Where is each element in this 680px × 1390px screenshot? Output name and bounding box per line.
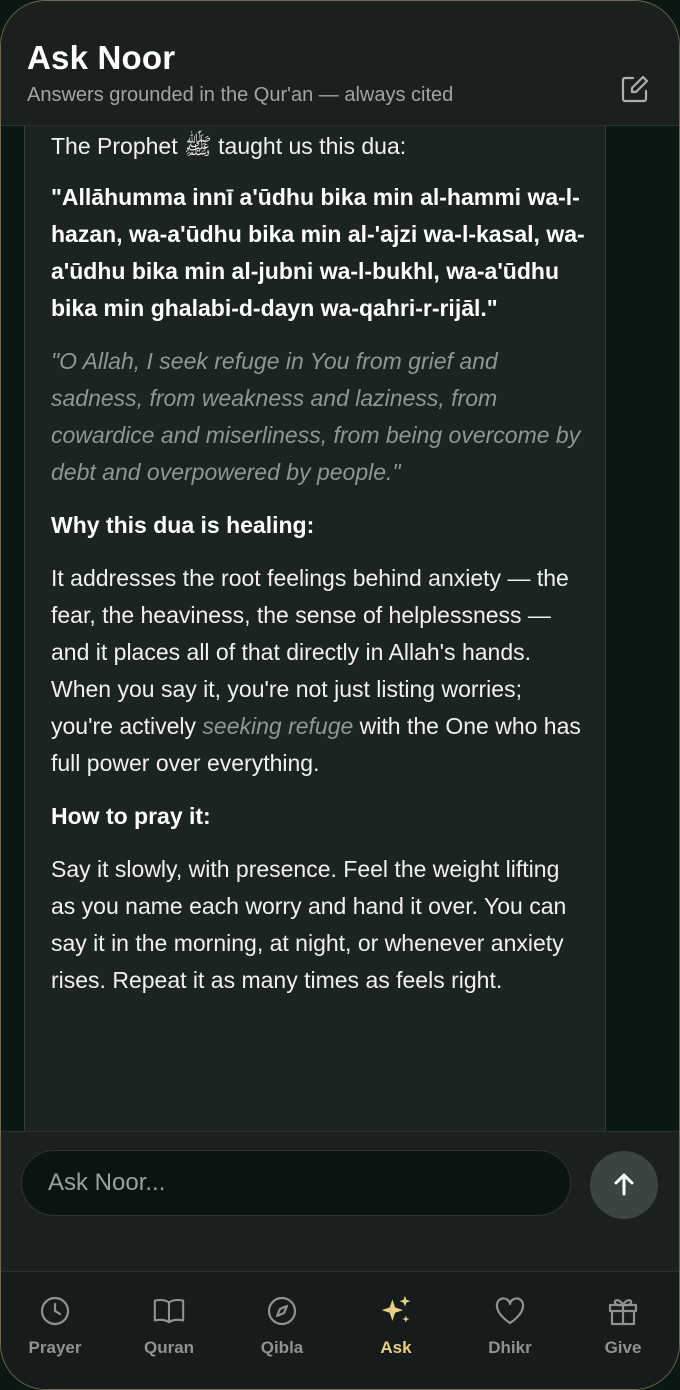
- send-button[interactable]: [590, 1151, 658, 1219]
- tab-label: Prayer: [28, 1338, 82, 1357]
- header: [1, 1, 679, 126]
- tab-label: Qibla: [260, 1338, 304, 1357]
- page-title: Ask Noor: [27, 39, 176, 76]
- paragraph-how-to-pray: Say it slowly, with presence. Feel the weight lifting as you name each worry and hand it over. You can say it in the morning, at night, or whenever anxiety rises. Repeat it as many times as feels right.: [51, 856, 567, 993]
- sparkles-icon: [379, 1294, 413, 1328]
- emphasis-text: seeking refuge: [202, 713, 354, 739]
- tab-bar: [1, 1271, 679, 1390]
- clock-icon: [38, 1294, 72, 1328]
- composer: [1, 1131, 679, 1272]
- tab-ask[interactable]: [346, 1294, 446, 1374]
- page-subtitle: Answers grounded in the Qur'an — always cited: [27, 84, 454, 106]
- arrow-up-icon: [610, 1171, 638, 1199]
- message-intro: The Prophet ﷺ taught us this dua:: [51, 133, 407, 159]
- dua-translation: "O Allah, I seek refuge in You from grief and sadness, from weakness and laziness, from cowardice and miserliness, from being overcome by debt and overpowered by people.": [51, 348, 581, 485]
- tab-label: Dhikr: [488, 1338, 532, 1357]
- dua-arabic-transliteration: "Allāhumma innī a'ūdhu bika min al-hammi wa-l-hazan, wa-a'ūdhu bika min al-'ajzi wa-l-kasal, wa-a'ūdhu bika min al-jubni wa-l-bukhl, wa-a'ūdhu bika min ghalabi-d-dayn wa-qahri-r-rijāl.": [51, 184, 585, 321]
- book-icon: [152, 1294, 186, 1328]
- ask-input[interactable]: [21, 1150, 571, 1216]
- paragraph-text: It addresses the root feelings behind anxiety — the fear, the heaviness, the sense of helplessness — and it places all of that directly in Allah's hands. When you say it, you're not just listing worries; you're actively: [51, 565, 569, 739]
- tab-label: Quran: [143, 1338, 195, 1357]
- tab-dhikr[interactable]: [460, 1294, 560, 1374]
- paragraph-healing: [51, 560, 586, 782]
- heart-icon: [493, 1294, 527, 1328]
- new-chat-button[interactable]: [617, 71, 653, 107]
- assistant-message: [51, 126, 586, 999]
- tab-qibla[interactable]: [232, 1294, 332, 1374]
- tab-give[interactable]: [573, 1294, 673, 1374]
- gift-icon: [606, 1294, 640, 1328]
- section-heading-healing: Why this dua is healing:: [51, 512, 315, 538]
- chat-area[interactable]: [1, 126, 679, 1131]
- compass-icon: [265, 1294, 299, 1328]
- tab-label: Ask: [380, 1338, 412, 1357]
- section-heading-how-to-pray: How to pray it:: [51, 803, 211, 829]
- paragraph-text: with the One who has full power over everything.: [51, 713, 581, 776]
- tab-quran[interactable]: [119, 1294, 219, 1374]
- tab-label: Give: [604, 1338, 642, 1357]
- tab-prayer[interactable]: [5, 1294, 105, 1374]
- compose-icon: [620, 74, 650, 104]
